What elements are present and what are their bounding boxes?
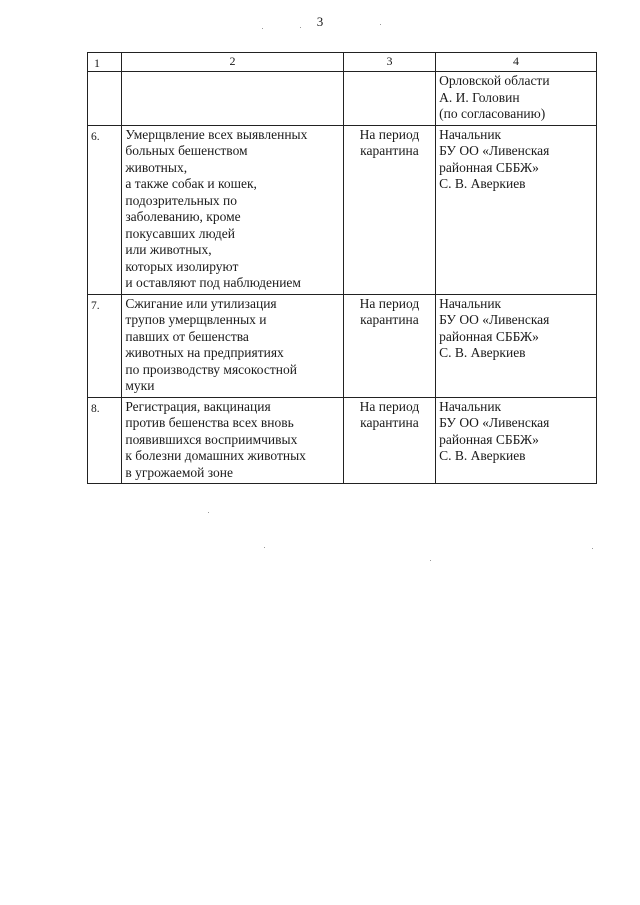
- period-line: На период: [359, 126, 420, 142]
- row-number: [88, 72, 122, 126]
- action-line: Регистрация, вакцинация: [125, 398, 271, 414]
- row-number: 6.: [88, 125, 122, 294]
- responsible-line: (по согласованию): [439, 106, 546, 121]
- action-line: больных бешенством: [125, 143, 248, 158]
- action-line: в угрожаемой зоне: [125, 464, 233, 480]
- period-line: карантина: [360, 143, 419, 158]
- period-line: карантина: [360, 312, 419, 327]
- responsible-line: Начальник: [439, 398, 502, 414]
- scan-speck: [430, 560, 431, 561]
- action-line: которых изолируют: [125, 258, 239, 274]
- page-number: 3: [316, 14, 324, 29]
- responsible-line: Начальник: [439, 295, 502, 311]
- action-line: против бешенства всех вновь: [125, 415, 294, 430]
- period-cell: [343, 294, 435, 397]
- scan-speck: [592, 548, 593, 549]
- period-cell: [343, 72, 435, 126]
- responsible-line: Орловской области: [439, 73, 550, 88]
- row-number: 7.: [88, 294, 122, 397]
- table-header-row: [88, 53, 597, 72]
- period-line: На период: [359, 295, 420, 311]
- responsible-cell: [436, 397, 597, 484]
- table-row: [88, 72, 597, 126]
- table-row: [88, 397, 597, 484]
- action-line: к болезни домашних животных: [125, 448, 306, 463]
- action-line: по производству мясокостной: [125, 361, 297, 377]
- measures-table: [87, 52, 597, 484]
- action-line: животных на предприятиях: [125, 345, 284, 360]
- action-line: Умерщвление всех выявленных: [125, 126, 308, 142]
- responsible-line: Начальник: [439, 126, 502, 142]
- action-cell: [122, 397, 343, 484]
- action-line: Сжигание или утилизация: [125, 295, 277, 311]
- responsible-cell: [436, 294, 597, 397]
- table-row: [88, 294, 597, 397]
- action-cell: [122, 72, 343, 126]
- responsible-cell: [436, 72, 597, 126]
- row-number: 8.: [88, 397, 122, 484]
- header-col-1: 1: [88, 53, 122, 72]
- action-line: а также собак и кошек,: [125, 176, 257, 191]
- action-line: животных,: [125, 159, 188, 175]
- action-line: муки: [125, 378, 155, 393]
- responsible-line: С. В. Аверкиев: [439, 448, 526, 463]
- scan-speck: [262, 28, 263, 29]
- period-line: На период: [359, 398, 420, 414]
- responsible-line: районная СББЖ»: [439, 159, 539, 175]
- scan-speck: [380, 24, 381, 25]
- responsible-line: районная СББЖ»: [439, 431, 539, 447]
- responsible-cell: [436, 125, 597, 294]
- period-line: карантина: [360, 415, 419, 430]
- action-line: трупов умерщвленных и: [125, 312, 267, 327]
- header-col-4: 4: [436, 53, 597, 72]
- table-row: [88, 125, 597, 294]
- action-line: подозрительных по: [125, 192, 238, 208]
- header-col-3: 3: [343, 53, 435, 72]
- responsible-line: С. В. Аверкиев: [439, 345, 526, 360]
- action-cell: [122, 294, 343, 397]
- header-col-2: 2: [122, 53, 343, 72]
- action-line: появившихся восприимчивых: [125, 431, 298, 447]
- responsible-line: БУ ОО «Ливенская: [439, 415, 550, 430]
- period-cell: [343, 125, 435, 294]
- action-cell: [122, 125, 343, 294]
- action-line: покусавших людей: [125, 225, 235, 241]
- responsible-line: районная СББЖ»: [439, 328, 539, 344]
- responsible-line: А. И. Головин: [439, 89, 520, 105]
- action-line: и оставляют под наблюдением: [125, 275, 301, 290]
- scan-speck: [208, 512, 209, 513]
- responsible-line: БУ ОО «Ливенская: [439, 312, 550, 327]
- action-line: или животных,: [125, 242, 212, 257]
- scan-speck: [300, 27, 301, 28]
- scan-speck: [264, 547, 265, 548]
- action-line: заболеванию, кроме: [125, 209, 241, 224]
- period-cell: [343, 397, 435, 484]
- responsible-line: С. В. Аверкиев: [439, 176, 526, 191]
- action-line: павших от бешенства: [125, 328, 249, 344]
- responsible-line: БУ ОО «Ливенская: [439, 143, 550, 158]
